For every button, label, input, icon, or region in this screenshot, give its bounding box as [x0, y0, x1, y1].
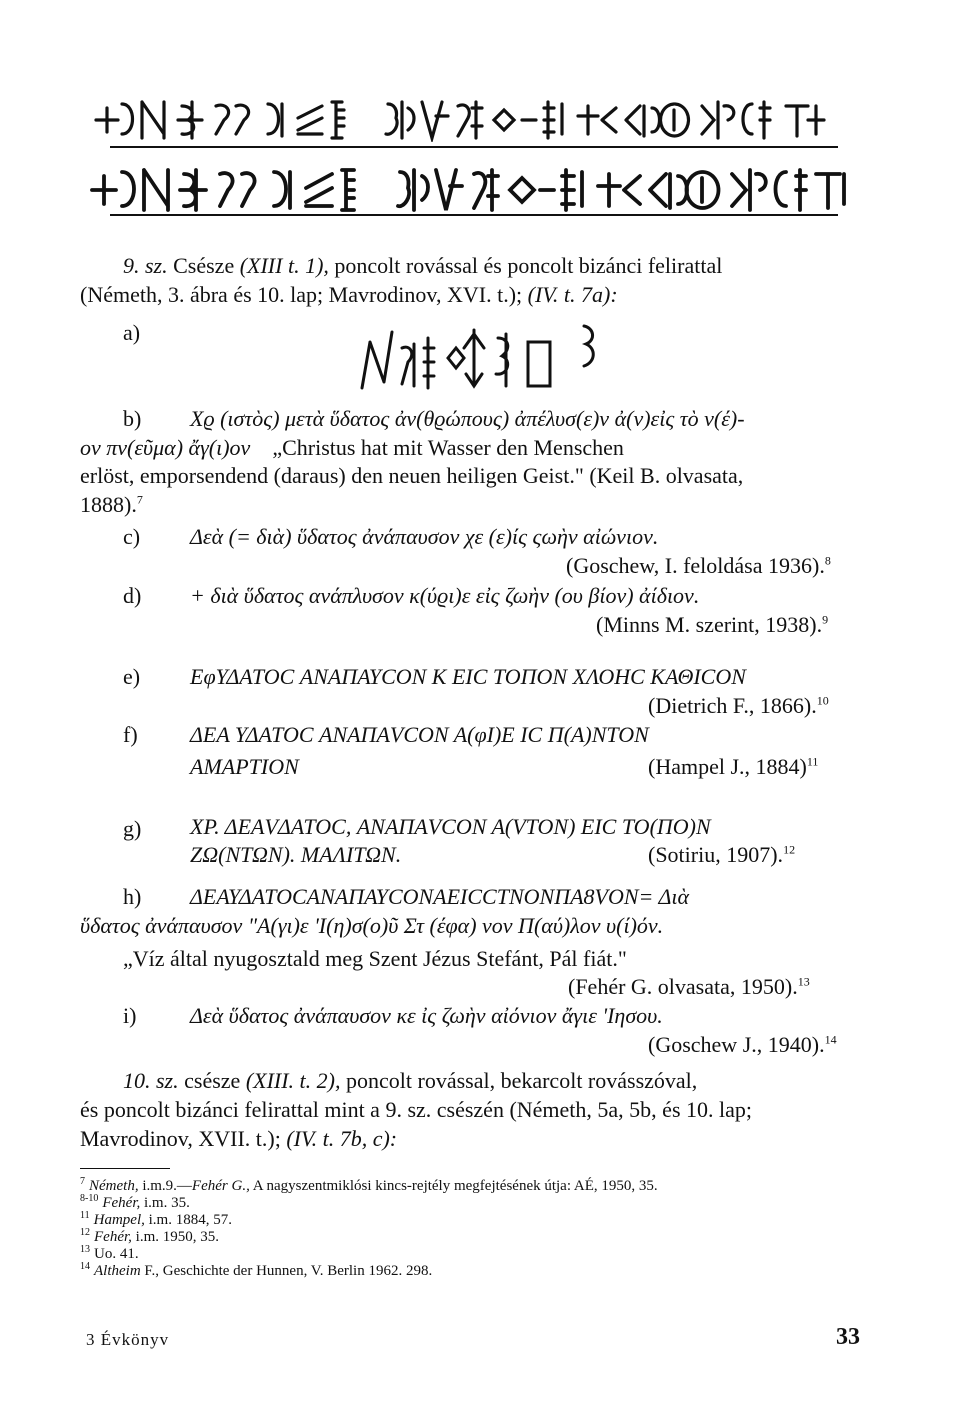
footnote-12: [80, 1229, 219, 1246]
item-a-label: a): [123, 320, 141, 345]
footnote-12-author: Fehér,: [94, 1229, 132, 1245]
section-9-description: poncolt rovással és poncolt bizánci felirattal: [334, 253, 723, 278]
item-g-source: [648, 842, 795, 868]
section-9-references: (Németh, 3. ábra és 10. lap; Mavrodinov, XVI. t.);: [80, 282, 523, 307]
footnote-13-number: 13: [80, 1244, 90, 1255]
rune-fragment-a: [356, 318, 606, 399]
item-f-greek-line-1: ΔΕΑ ΥΔΑΤΟC ΑΝΑΠΑVCΟΝ Α(φΙ)Ε ΙC Π(Α)ΝΤΟΝ: [190, 722, 649, 747]
footnote-7: [80, 1178, 658, 1195]
footnote-ref-13[interactable]: 13: [797, 974, 810, 989]
section-10-title: csésze: [184, 1068, 241, 1093]
section-10-references: Mavrodinov, XVII. t.);: [80, 1126, 281, 1151]
item-e-source: [648, 693, 829, 719]
footnote-7-author: Németh,: [89, 1178, 139, 1194]
item-c-source-text: (Goschew, I. feloldása 1936).: [566, 553, 825, 578]
item-d-source: [596, 612, 828, 638]
footnote-11-number: 11: [80, 1210, 90, 1221]
footnote-11-text: i.m. 1884, 57.: [148, 1212, 232, 1228]
footnote-12-text: i.m. 1950, 35.: [135, 1229, 219, 1245]
footnote-ref-9[interactable]: 9: [822, 612, 829, 627]
footnote-divider: [80, 1168, 170, 1169]
item-h-greek-line-1: ΔΕΑΥΔΑΤΟCΑΝΑΠΑΥCΟΝΑΕΙCCΤΝΟΝΠΑ8VΟΝ= Διὰ: [190, 884, 690, 909]
item-b-line-2: [80, 435, 624, 461]
section-10-description: poncolt rovással, bekarcolt rovásszóval,: [346, 1068, 698, 1093]
footnote-8-10-number: 8-10: [80, 1193, 99, 1204]
footnote-14-author: Altheim: [94, 1263, 141, 1279]
rune-baseline-rule-1: [110, 146, 838, 148]
section-9-plate-ref: (XIII t. 1),: [239, 253, 329, 278]
item-i-source-text: (Goschew J., 1940).: [648, 1032, 825, 1057]
section-9-plate-ref-2: (IV. t. 7a):: [527, 282, 618, 307]
item-d-label: d): [123, 583, 142, 608]
item-g-greek-line-2: ΖΩ(ΝΤΩΝ). ΜΑΛΙΤΩΝ.: [190, 842, 402, 867]
section-9-heading: [123, 253, 722, 279]
rune-glyphs-icon: [88, 164, 852, 214]
footnote-11: [80, 1212, 232, 1229]
page-number: 33: [836, 1324, 860, 1350]
section-10-heading: [123, 1068, 697, 1094]
item-h-source-text: (Fehér G. olvasata, 1950).: [568, 974, 798, 999]
item-i-label: i): [123, 1003, 137, 1028]
item-b-german-line-2: erlöst, emporsendend (daraus) den neuen heiligen Geist." (Keil B. olvasata,: [80, 463, 744, 488]
section-10-plate-ref: (XIII. t. 2),: [245, 1068, 341, 1093]
footnote-7-text-2: A nagyszentmiklósi kincs-rejtély megfejtésének útja: AÉ, 1950, 35.: [252, 1178, 658, 1194]
rune-fragment-icon: [356, 318, 606, 394]
rune-glyphs-icon: [92, 96, 844, 142]
footnote-ref-11[interactable]: 11: [806, 754, 819, 769]
footnote-8-10: [80, 1195, 190, 1212]
item-f-label: f): [123, 722, 138, 747]
section-10-plate-ref-2: (IV. t. 7b, c):: [286, 1126, 398, 1151]
item-h-source: [568, 974, 810, 1000]
footnote-8-10-text: i.m. 35.: [144, 1195, 190, 1211]
item-f-source: [648, 754, 818, 780]
footnote-11-author: Hampel,: [93, 1212, 145, 1228]
section-10-line-3: [80, 1126, 397, 1152]
footnote-ref-10[interactable]: 10: [816, 693, 829, 708]
item-g-greek-line-1: ΧΡ. ΔΕΑVΔΑΤΟC, ΑΝΑΠΑVCΟΝ Α(VΤΟΝ) ΕΙC ΤΟ(ΠΟ)Ν: [190, 814, 711, 839]
item-d-source-text: (Minns M. szerint, 1938).: [596, 612, 823, 637]
item-g-source-text: (Sotiriu, 1907).: [648, 842, 784, 867]
footnote-12-number: 12: [80, 1227, 90, 1238]
footnote-13-text: Uo. 41.: [94, 1246, 139, 1262]
footnote-ref-12[interactable]: 12: [783, 842, 796, 857]
item-c-greek: Δεὰ (= διὰ) ὕδατος ἀνάπαυσον χε (ε)ίς ςωὴν αἰώνιον.: [190, 524, 659, 549]
item-e-greek: ΕφΥΔΑΤΟC ΑΝΑΠΑΥCΟΝ Κ ΕΙC ΤΟΠΟΝ ΧΛΟΗC ΚΑΘΙCΟΝ: [190, 664, 746, 689]
running-footer-left: 3 Évkönyv: [86, 1330, 170, 1349]
section-9-number: 9. sz.: [123, 253, 168, 278]
rune-inscription-row-2: [88, 164, 852, 214]
rune-baseline-rule-2: [110, 214, 838, 216]
footnote-14: [80, 1263, 432, 1280]
rune-inscription-row-1: [92, 96, 844, 142]
section-10-number: 10. sz.: [123, 1068, 179, 1093]
item-b-greek-line-2: ον πν(εῦμα) ἄγ(ι)ον: [80, 435, 251, 460]
item-f-source-text: (Hampel J., 1884): [648, 754, 807, 779]
footnote-14-text: F., Geschichte der Hunnen, V. Berlin 1962. 298.: [144, 1263, 433, 1279]
footnote-7-number: 7: [80, 1176, 85, 1187]
item-g-label: g): [123, 816, 142, 841]
footnote-ref-7[interactable]: 7: [136, 492, 143, 507]
item-h-hungarian: „Víz által nyugosztald meg Szent Jézus Stefánt, Pál fiát.": [123, 946, 627, 971]
footnote-ref-8[interactable]: 8: [824, 553, 831, 568]
footnote-7-author-2: Fehér G.,: [191, 1178, 250, 1194]
footnote-14-number: 14: [80, 1261, 90, 1272]
item-c-label: c): [123, 524, 141, 549]
section-9-title: Csésze: [173, 253, 235, 278]
footnote-7-text: i.m.9.—: [142, 1178, 192, 1194]
item-d-greek: + διὰ ὕδατος ανάπλυσον κ(ύϱι)ε εἰς ζωὴν (ου βίον) ἀίδιον.: [190, 583, 700, 608]
item-b-line-4: [80, 492, 143, 518]
footnote-ref-14[interactable]: 14: [824, 1032, 837, 1047]
item-b-year: 1888).: [80, 492, 137, 517]
item-b-german-line-1: „Christus hat mit Wasser den Menschen: [272, 435, 624, 460]
item-i-greek: Δεὰ ὕδατος ἀνάπαυσον κε ἰς ζωὴν αἰόνιον ἄγιε 'Ιησου.: [190, 1003, 663, 1028]
item-e-source-text: (Dietrich F., 1866).: [648, 693, 817, 718]
item-c-source: [566, 553, 831, 579]
item-e-label: e): [123, 664, 141, 689]
item-f-greek-line-2: ΑΜΑΡΤΙΟΝ: [190, 754, 299, 779]
item-h-greek-line-2: ὕδατος ἀνάπαυσον "Α(γι)ε 'Ι(η)σ(ο)ῦ Στ (έφα) νον Π(αύ)λον υ(ί)όν.: [80, 913, 664, 938]
footnote-8-10-author: Fehér,: [102, 1195, 141, 1211]
item-b-greek-line-1: Χϱ (ιστὸς) μετὰ ὕδατος ἀν(θϱώπους) ἀπέλυσ(ε)ν ἀ(ν)εἰς τὸ ν(έ)-: [190, 406, 745, 431]
item-b-label: b): [123, 406, 142, 431]
item-h-label: h): [123, 884, 142, 909]
section-9-line-2: [80, 282, 618, 308]
item-i-source: [648, 1032, 837, 1058]
section-10-line-2: és poncolt bizánci felirattal mint a 9. sz. csészén (Németh, 5a, 5b, és 10. lap;: [80, 1097, 752, 1122]
